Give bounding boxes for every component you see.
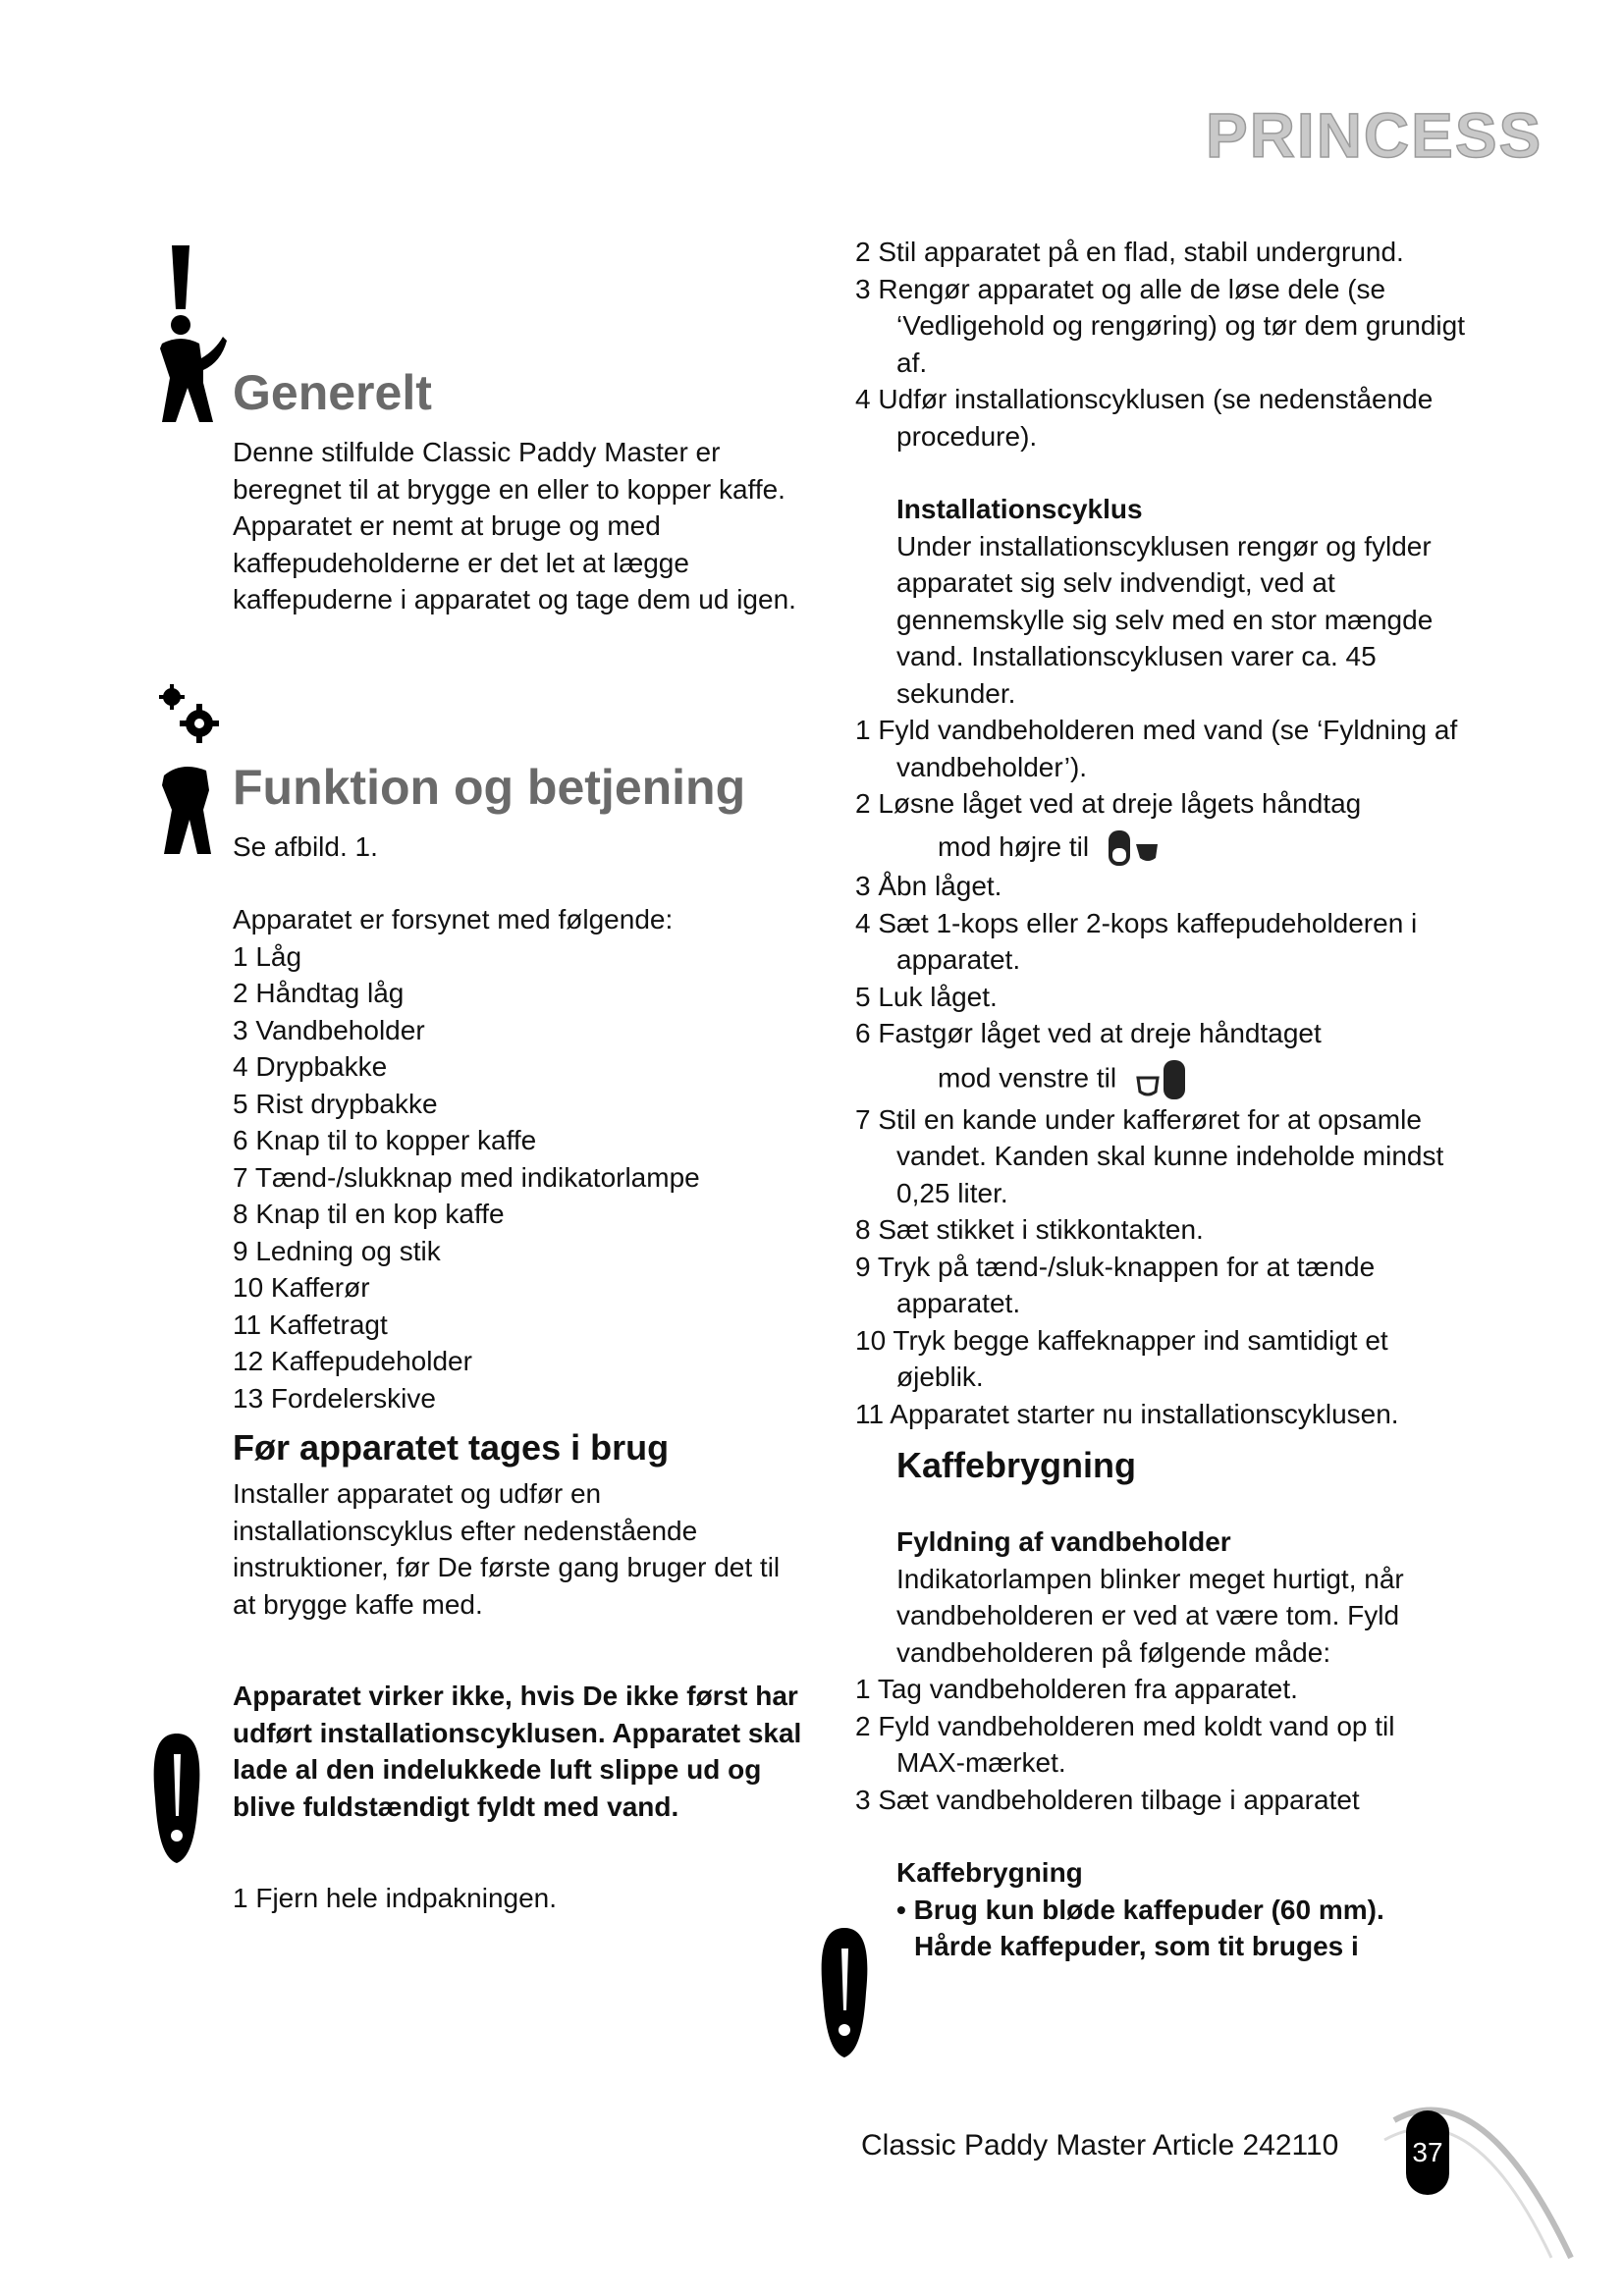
- exclamation-person-icon: [152, 240, 231, 427]
- generelt-title: Generelt: [233, 365, 432, 420]
- list-item: 8 Sæt stikket i stikkontakten.: [855, 1214, 1204, 1246]
- generelt-body: Denne stilfulde Classic Paddy Master er beregnet til at brygge en eller to kopper kaffe. Apparatet er nemt at bruge og med kaffepudeholderne er det let at lægge kaffepuderne i apparatet og tage dem ud igen.: [233, 437, 796, 614]
- list-item: 6 Knap til to kopper kaffe: [233, 1125, 537, 1155]
- funktion-see: Se afbild. 1.: [233, 830, 378, 862]
- kaffe-note-body: • Brug kun bløde kaffepuder (60 mm). Hårde kaffepuder, som tit bruges i: [896, 1894, 1384, 1962]
- funktion-title: Funktion og betjening: [233, 759, 746, 815]
- list-item: 7 Tænd-/slukknap med indikatorlampe: [233, 1161, 700, 1193]
- list-item: 4 Drypbakke: [233, 1051, 388, 1082]
- before-use-body: Installer apparatet og udfør en installationscyklus efter nedenstående instruktioner, før De første gang bruger det til at brygge kaffe med.: [233, 1478, 781, 1620]
- list-item: 9 Ledning og stik: [233, 1235, 441, 1266]
- warning-text: Apparatet virker ikke, hvis De ikke først har udført installationscyklusen. Apparatet skal lade al den indelukkede luft slippe ud og blive fuldstændigt fyldt med vand.: [233, 1681, 802, 1822]
- list-item: 11 Apparatet starter nu installationscyklusen.: [855, 1398, 1399, 1429]
- fill-title: Fyldning af vandbeholder: [896, 1526, 1231, 1558]
- list-item: 1 Fyld vandbeholderen med vand (se ‘Fyldning af vandbeholder’).: [855, 715, 1458, 782]
- kaffe-title: Kaffebrygning: [896, 1445, 1137, 1486]
- svg-text:PRINCESS: PRINCESS: [1206, 100, 1543, 171]
- list-item: 3 Sæt vandbeholderen tilbage i apparatet: [855, 1784, 1360, 1815]
- fill-steps: [855, 1671, 1466, 1818]
- list-item: 2 Løsne låget ved at dreje lågets håndtag: [855, 788, 1362, 819]
- list-item: 3 Vandbeholder: [233, 1014, 425, 1045]
- list-item: 4 Sæt 1-kops eller 2-kops kaffepudeholderen i apparatet.: [855, 907, 1418, 976]
- lid-handle-left-icon: [1132, 1058, 1191, 1101]
- list-item: 5 Luk låget.: [855, 981, 998, 1012]
- list-item: mod højre til: [896, 828, 1466, 869]
- setup-steps: [855, 234, 1466, 454]
- list-item: 2 Fyld vandbeholderen med koldt vand op til MAX-mærket.: [855, 1710, 1395, 1779]
- list-item: 12 Kaffepudeholder: [233, 1346, 472, 1376]
- warning-drop-icon: [147, 1730, 206, 1867]
- princess-logo: [1206, 96, 1543, 175]
- list-item: 8 Knap til en kop kaffe: [233, 1199, 505, 1229]
- funktion-intro: Apparatet er forsynet med følgende:: [233, 904, 674, 934]
- list-item: 2 Håndtag låg: [233, 978, 405, 1008]
- install-body: Under installationscyklusen rengør og fylder apparatet sig selv indvendigt, ved at gennemskylle sig selv med en stor mængde vand. Installationscyklusen varer ca. 45 sekunder.: [896, 530, 1434, 709]
- warning-drop-icon: [815, 1924, 874, 2061]
- list-item: 3 Åbn låget.: [855, 871, 1002, 902]
- right-column: [855, 234, 1466, 1965]
- list-item: 10 Tryk begge kaffeknapper ind samtidigt et øjeblik.: [855, 1324, 1388, 1393]
- list-item: 5 Rist drypbakke: [233, 1088, 438, 1119]
- page-number: 37: [1406, 2110, 1449, 2195]
- list-item: mod venstre til: [896, 1058, 1466, 1101]
- parts-list: [233, 938, 802, 1417]
- left-column: [233, 363, 802, 1917]
- list-item: 1 Tag vandbeholderen fra apparatet.: [855, 1674, 1298, 1705]
- fill-body: Indikatorlampen blinker meget hurtigt, når vandbeholderen er ved at være tom. Fyld vandbeholderen på følgende måde:: [896, 1563, 1404, 1668]
- lid-handle-right-icon: [1105, 828, 1164, 868]
- gear-person-icon: [152, 682, 231, 859]
- before-use-title: Før apparatet tages i brug: [233, 1427, 670, 1468]
- list-item: 7 Stil en kande under kafferøret for at opsamle vandet. Kanden skal kunne indeholde mindst 0,25 liter.: [855, 1103, 1444, 1208]
- list-item: 11 Kaffetragt: [233, 1308, 388, 1340]
- list-item: 10 Kafferør: [233, 1272, 370, 1303]
- list-item: 1 Låg: [233, 940, 302, 972]
- install-steps: [855, 712, 1466, 1432]
- footer-text: Classic Paddy Master Article 242110: [861, 2129, 1339, 2162]
- list-item: 6 Fastgør låget ved at dreje håndtaget: [855, 1018, 1322, 1049]
- list-item: 2 Stil apparatet på en flad, stabil undergrund.: [855, 237, 1404, 267]
- list-item: 13 Fordelerskive: [233, 1382, 436, 1414]
- kaffe-note-title: Kaffebrygning: [896, 1857, 1083, 1889]
- list-item: 4 Udfør installationscyklusen (se nedenstående procedure).: [855, 384, 1434, 452]
- install-title: Installationscyklus: [896, 494, 1143, 524]
- list-item: 3 Rengør apparatet og alle de løse dele (se ‘Vedligehold og rengøring) og tør dem grundigt af.: [855, 273, 1466, 378]
- list-item: 9 Tryk på tænd-/sluk-knappen for at tænde apparatet.: [855, 1251, 1376, 1319]
- step-1: 1 Fjern hele indpakningen.: [233, 1883, 558, 1913]
